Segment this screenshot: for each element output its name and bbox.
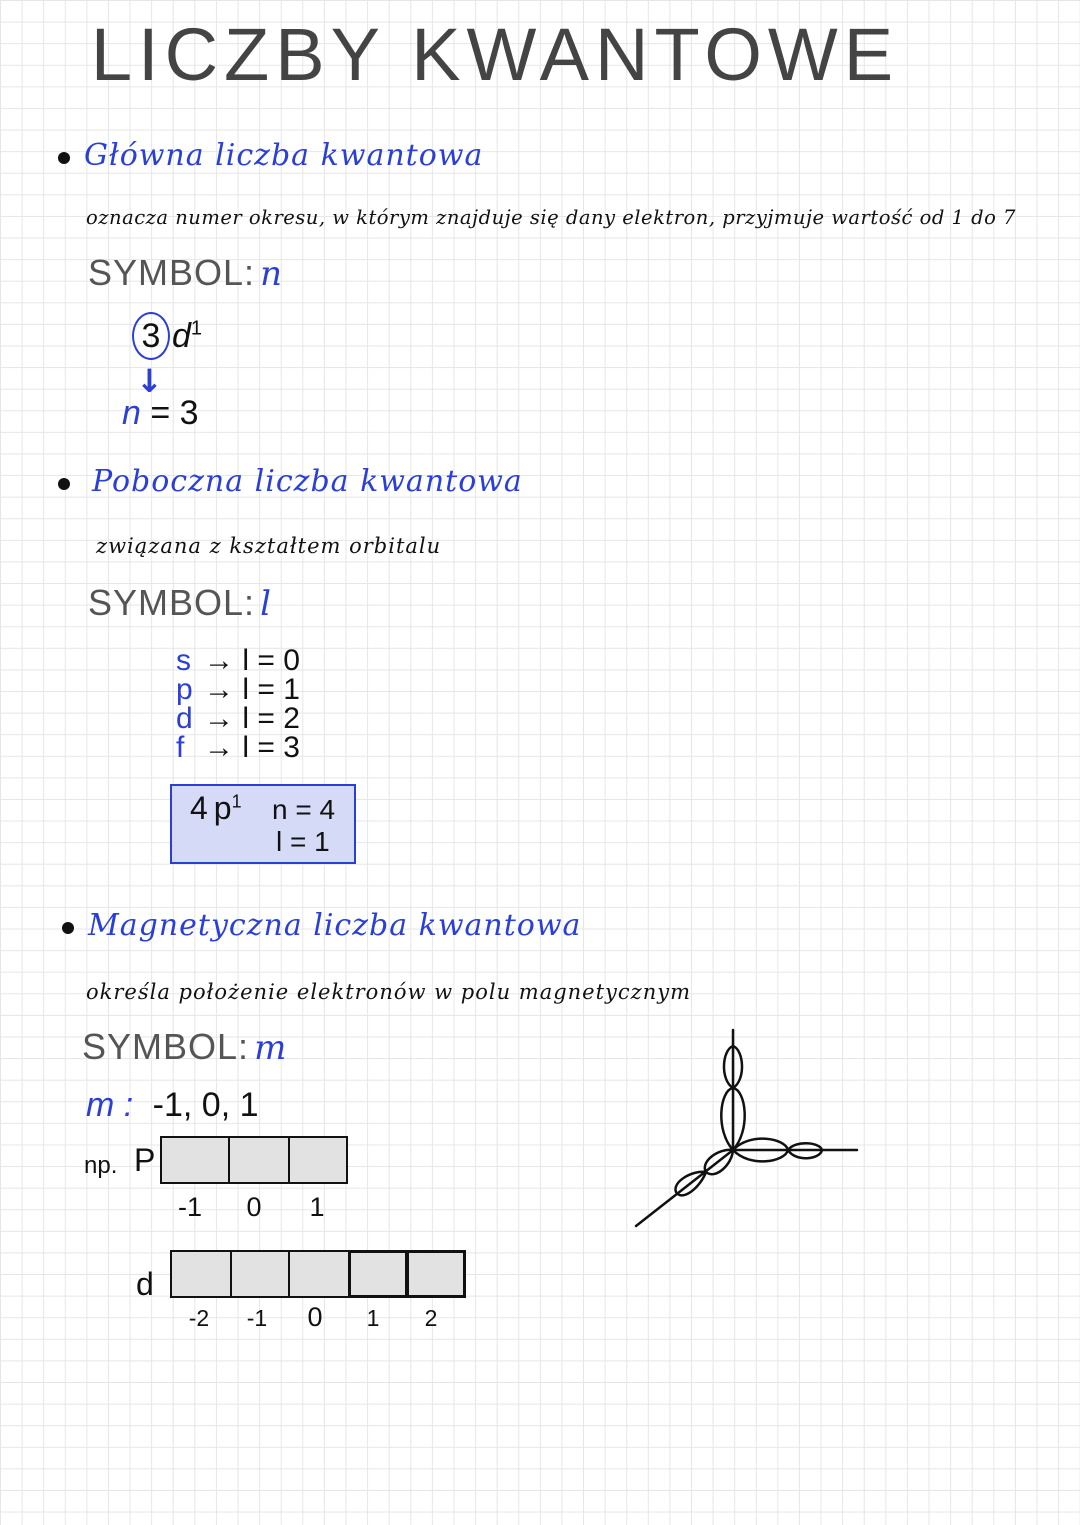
section3-symbol-row <box>82 1026 286 1068</box>
orbital-box <box>160 1136 230 1184</box>
d-label: d <box>136 1266 154 1302</box>
orbital-box <box>288 1136 348 1184</box>
section2-symbol-row <box>88 582 271 624</box>
orbital-box <box>348 1250 408 1298</box>
subshell-mapping <box>176 646 300 762</box>
p-orbitals-sketch <box>620 1020 870 1240</box>
section3-heading: Magnetyczna liczba kwantowa <box>88 908 582 943</box>
m-values-row <box>86 1086 259 1125</box>
orbital-box <box>170 1250 232 1298</box>
orbital-box <box>228 1136 290 1184</box>
mapping-row: s → l = 0 <box>176 644 300 677</box>
title-word-1: LICZBY <box>90 13 385 96</box>
box-n-line: n = 4 <box>272 794 336 825</box>
section2-heading: Poboczna liczba kwantowa <box>92 464 523 499</box>
orbital-box <box>406 1250 466 1298</box>
mapping-row: d → l = 2 <box>176 702 300 735</box>
title-word-2: KWANTOWE <box>411 13 900 96</box>
p-values: -1 0 1 <box>177 1192 325 1222</box>
section1-symbol-row <box>88 252 282 294</box>
example-prefix: np. <box>84 1152 118 1179</box>
circled-digit: 3 <box>132 312 170 360</box>
section1-description: oznacza numer okresu, w którym znajduje się dany elektron, przyjmuje wartość od 1 do 7 <box>86 206 1016 229</box>
page-title <box>0 12 990 97</box>
symbol-value: l <box>260 584 272 624</box>
d-orbital-boxes <box>170 1250 464 1298</box>
m-values: -1, 0, 1 <box>152 1086 259 1124</box>
axis-x <box>636 1150 733 1226</box>
down-arrow-icon: ↓ <box>136 362 163 400</box>
electron-count: 1 <box>190 317 203 340</box>
n-result <box>122 394 199 433</box>
p-label: P <box>134 1142 156 1178</box>
section3-description: określa położenie elektronów w polu magnetycznym <box>86 980 692 1004</box>
symbol-label: SYMBOL: <box>82 1026 250 1067</box>
n-val: = 3 <box>150 394 199 432</box>
section2-description: związana z kształtem orbitalu <box>96 534 442 558</box>
d-values: -2 -1 0 1 2 <box>188 1302 438 1332</box>
orbital-box <box>230 1250 290 1298</box>
p-orbital-boxes <box>160 1136 346 1184</box>
symbol-label: SYMBOL: <box>88 582 256 623</box>
n-var: n <box>122 394 141 432</box>
mapping-row: f → l = 3 <box>176 731 300 764</box>
example-box <box>170 784 356 864</box>
mapping-row: p → l = 1 <box>176 673 300 706</box>
box-l-line: l = 1 <box>276 826 330 857</box>
box-orbital: 4 $p^1$ <box>190 790 242 826</box>
section1-heading: Główna liczba kwantowa <box>84 138 484 173</box>
symbol-value: m <box>254 1028 287 1068</box>
section1-example <box>132 312 202 360</box>
orbital-box <box>288 1250 350 1298</box>
m-values-label: m : <box>86 1086 134 1124</box>
orbital-letter: d <box>172 317 191 355</box>
symbol-value: n <box>260 254 283 294</box>
bullet-icon <box>62 922 74 934</box>
bullet-icon <box>58 478 70 490</box>
bullet-icon <box>58 152 70 164</box>
symbol-label: SYMBOL: <box>88 252 256 293</box>
